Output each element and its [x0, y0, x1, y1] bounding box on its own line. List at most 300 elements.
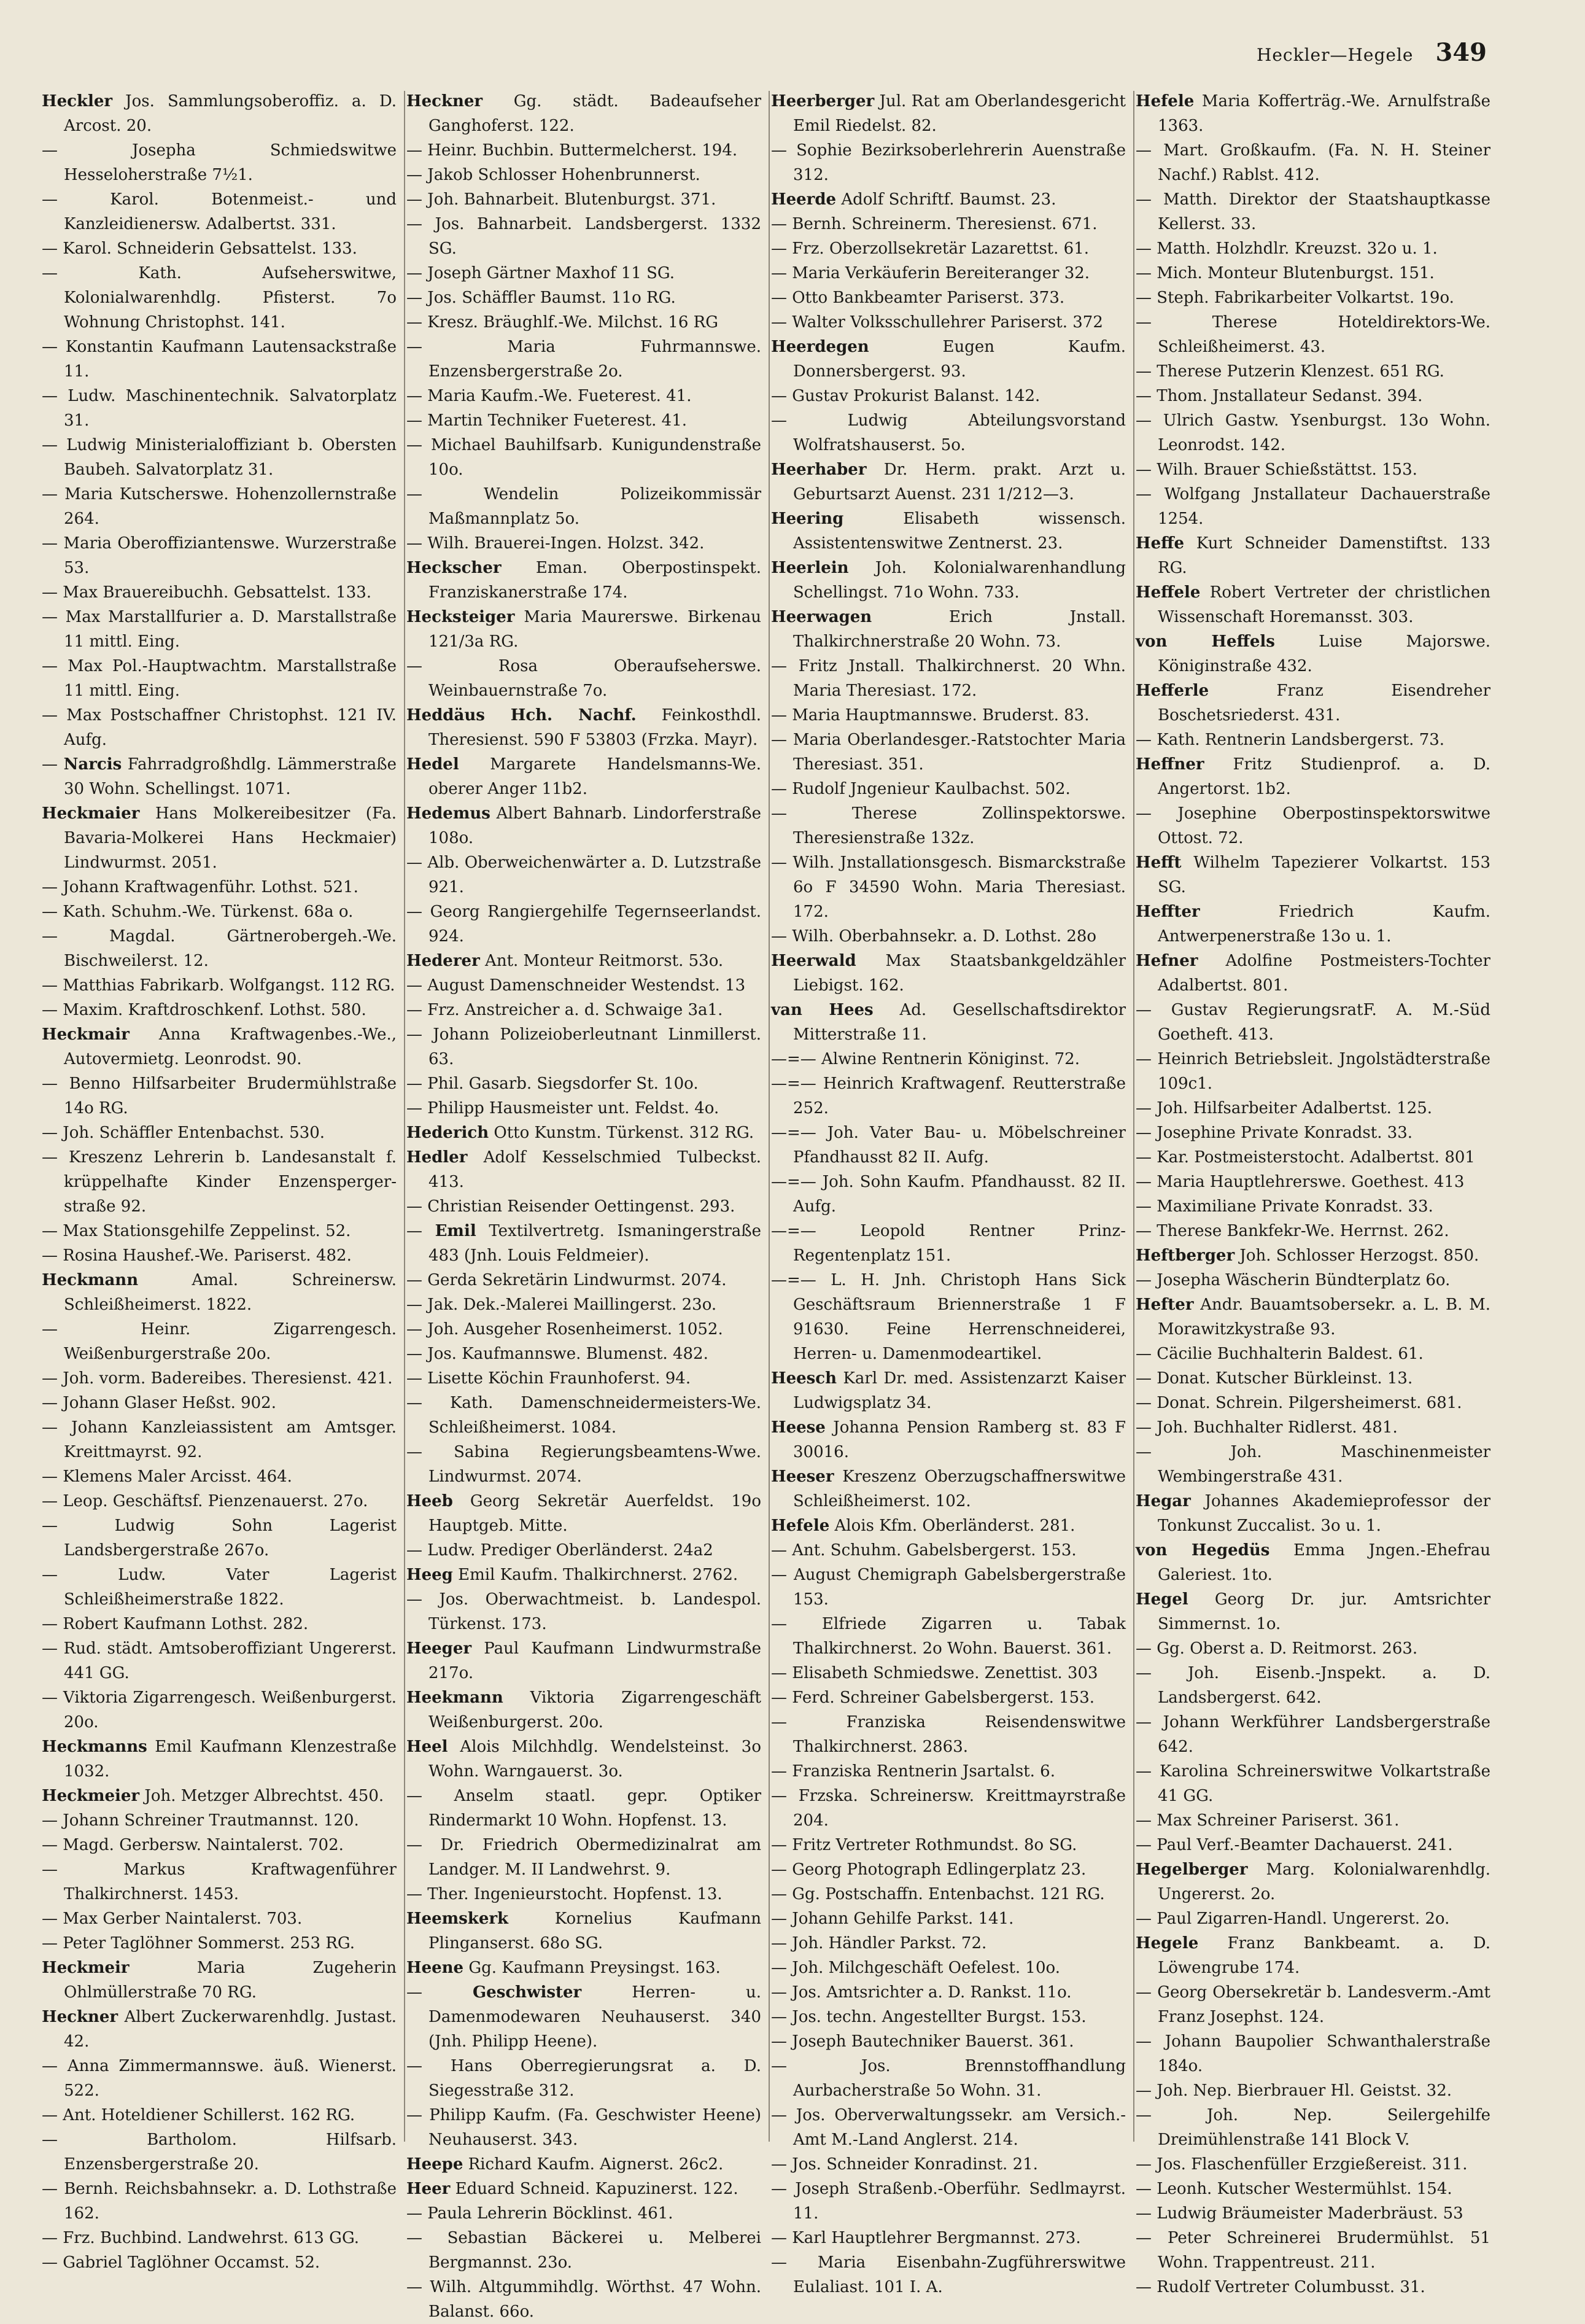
- entry-text: Max Marstallfurier a. D. Marstallstraße 11 mittl. Eing.: [64, 608, 397, 651]
- directory-entry: [771, 1759, 1126, 1784]
- entry-text: Kath. Schuhm.-We. Türkenst. 68a o.: [63, 903, 354, 921]
- entry-text: Max Postschaffner Christophst. 121 IV. Aufg.: [64, 706, 397, 749]
- entry-text: Joh. Händler Parkst. 72.: [792, 1934, 987, 1953]
- entry-surname: Heckscher: [406, 559, 502, 577]
- directory-entry: [1136, 187, 1490, 236]
- entry-surname: Hedel: [406, 755, 459, 774]
- directory-entry: [42, 2226, 397, 2250]
- entry-text: Gustav Prokurist Balanst. 142.: [792, 387, 1041, 405]
- directory-entry: [771, 1784, 1126, 1833]
- directory-entry: [42, 605, 397, 654]
- entry-text: Jos. Schneider Konradinst. 21.: [792, 2155, 1038, 2174]
- entry-text: Kresz. Bräughlf.-We. Milchst. 16 RG: [427, 313, 718, 332]
- directory-entry: [771, 286, 1126, 310]
- entry-text: Maxim. Kraftdroschkenf. Lothst. 580.: [63, 1001, 366, 1019]
- directory-entry: [406, 1366, 761, 1391]
- directory-entry: [1136, 457, 1490, 482]
- entry-text: Ludw. Vater Lagerist Schleißheimerstraße 1822.: [64, 1566, 397, 1609]
- entry-text: Joh. Milchgeschäft Oefelest. 10o.: [792, 1959, 1060, 1977]
- entry-text: Franz Bankbeamt. a. D. Löwengrube 174.: [1158, 1934, 1490, 1977]
- entry-text: Dr. Friedrich Obermedizinalrat am Landger. M. II Landwehrst. 9.: [428, 1836, 761, 1879]
- directory-entry: [42, 335, 397, 384]
- directory-entry: [1136, 1145, 1490, 1170]
- entry-text: Albert Bahnarb. Lindorferstraße 108o.: [428, 804, 761, 847]
- entry-text: Ludw. Prediger Oberländerst. 24a2: [427, 1541, 713, 1560]
- directory-entry: [42, 433, 397, 482]
- entry-text: Joh. Metzger Albrechtst. 450.: [144, 1787, 384, 1805]
- directory-entry: [771, 777, 1126, 801]
- directory-entry: [1136, 1538, 1490, 1587]
- directory-entry: [771, 1563, 1126, 1612]
- directory-entry: [42, 2128, 397, 2177]
- entry-text: —=— Joh. Vater Bau- u. Möbelschreiner Pfandhausst 82 II. Aufg.: [771, 1124, 1126, 1167]
- directory-entry: [42, 384, 397, 433]
- directory-entry: [771, 1121, 1126, 1170]
- directory-entry: [42, 1145, 397, 1219]
- entry-text: Anna Zimmermannswe. äuß. Wienerst. 522.: [64, 2057, 397, 2100]
- directory-entry: [1136, 1587, 1490, 1636]
- entry-text: Anna Kraftwagenbes.-We., Autovermietg. Leonrodst. 90.: [64, 1025, 397, 1068]
- entry-text: Konstantin Kaufmann Lautensackstraße 11.: [64, 338, 397, 381]
- directory-entry: [771, 457, 1126, 507]
- directory-entry: [1136, 1391, 1490, 1415]
- directory-entry: [42, 900, 397, 924]
- directory-entry: [406, 1268, 761, 1292]
- directory-entry: [771, 1612, 1126, 1661]
- directory-entry: [406, 163, 761, 187]
- entry-text: Wilh. Altgummihdlg. Wörthst. 47 Wohn. Balanst. 66o.: [428, 2278, 762, 2321]
- directory-entry: [1136, 1292, 1490, 1342]
- directory-entry: [1136, 2275, 1490, 2299]
- entry-surname: Narcis: [63, 755, 122, 774]
- directory-entry: [771, 1710, 1126, 1759]
- entry-text: Dr. Herm. prakt. Arzt u. Geburtsarzt Auenst. 231 1/212—3.: [793, 461, 1126, 503]
- entry-text: Ant. Hoteldiener Schillerst. 162 RG.: [63, 2106, 355, 2124]
- entry-text: Gg. städt. Badeaufseher Ganghoferst. 122.: [428, 92, 762, 135]
- directory-entry: [406, 1489, 761, 1538]
- entry-text: Max Schreiner Pariserst. 361.: [1157, 1811, 1400, 1830]
- directory-entry: [771, 89, 1126, 138]
- entry-text: Gg. Postschaffn. Entenbachst. 121 RG.: [792, 1885, 1105, 1903]
- directory-entry: [771, 654, 1126, 703]
- entry-surname: Heckner: [406, 92, 483, 111]
- entry-text: Markus Kraftwagenführer Thalkirchnerst. 1453.: [64, 1860, 397, 1903]
- directory-entry: [42, 2054, 397, 2103]
- entry-text: Joh. vorm. Badereibes. Theresienst. 421.: [63, 1369, 393, 1388]
- directory-entry: [406, 335, 761, 384]
- column-4: [1136, 89, 1491, 2296]
- entry-text: Maria Kaufm.-We. Fueterest. 41.: [427, 387, 692, 405]
- entry-surname: Hefferle: [1136, 682, 1209, 700]
- entry-surname: Heerde: [771, 190, 837, 209]
- directory-entry: [42, 1931, 397, 1956]
- directory-entry: [42, 2177, 397, 2226]
- entry-surname: Heffter: [1136, 903, 1200, 921]
- entry-text: Otto Bankbeamter Pariserst. 373.: [792, 289, 1065, 307]
- directory-entry: [406, 1022, 761, 1071]
- entry-surname: von Heffels: [1136, 632, 1275, 651]
- entry-surname: Hefele: [1136, 92, 1195, 111]
- directory-entry: [42, 1071, 397, 1121]
- directory-entry: [1136, 1194, 1490, 1219]
- entry-text: Frz. Buchbind. Landwehrst. 613 GG.: [63, 2229, 360, 2247]
- directory-entry: [1136, 1931, 1490, 1980]
- entry-text: Josephine Private Konradst. 33.: [1157, 1124, 1413, 1142]
- directory-entry: [42, 1022, 397, 1071]
- entry-text: Kurt Schneider Damenstiftst. 133 RG.: [1158, 534, 1490, 577]
- directory-entry: [42, 1268, 397, 1317]
- directory-entry: [406, 1440, 761, 1489]
- entry-text: Kath. Damenschneidermeisters-We. Schleißheimerst. 1084.: [428, 1394, 761, 1437]
- directory-entry: [1136, 1710, 1490, 1759]
- entry-text: Kornelius Kaufmann Plinganserst. 68o SG.: [428, 1910, 761, 1953]
- entry-text: Josephine Oberpostinspektorswitwe Ottost. 72.: [1158, 804, 1490, 847]
- entry-text: Magd. Gerbersw. Naintalerst. 702.: [63, 1836, 344, 1854]
- entry-text: Max Pol.-Hauptwachtm. Marstallstraße 11 mittl. Eing.: [64, 657, 397, 700]
- entry-text: Friedrich Kaufm. Antwerpenerstraße 13o u. 1.: [1158, 903, 1490, 946]
- entry-text: Georg Rangiergehilfe Tegernseerlandst. 924.: [428, 903, 761, 946]
- directory-entry: [771, 850, 1126, 924]
- entry-text: Jos. Kaufmannswe. Blumenst. 482.: [427, 1345, 708, 1363]
- directory-entry: [406, 261, 761, 286]
- directory-entry: [1136, 310, 1490, 359]
- directory-entry: [406, 1685, 761, 1735]
- entry-surname: Heel: [406, 1738, 448, 1756]
- directory-entry: [406, 1145, 761, 1194]
- directory-entry: [1136, 2177, 1490, 2201]
- directory-entry: [1136, 236, 1490, 261]
- directory-entry: [406, 286, 761, 310]
- directory-entry: [406, 187, 761, 212]
- entry-surname: Geschwister: [472, 1983, 582, 2002]
- entry-text: Emil Kaufm. Thalkirchnerst. 2762.: [458, 1566, 738, 1584]
- directory-entry: [406, 801, 761, 850]
- entry-text: Maria Kofferträg.-We. Arnulfstraße 1363.: [1158, 92, 1490, 135]
- entry-text: Jos. Bahnarbeit. Landsbergerst. 1332 SG.: [428, 215, 762, 258]
- entry-text: Peter Schreinerei Brudermühlst. 51 Wohn. Trappentreust. 211.: [1158, 2229, 1490, 2272]
- entry-text: Jos. Oberverwaltungssekr. am Versich.-Amt M.-Land Anglerst. 214.: [793, 2106, 1126, 2149]
- entry-text: Franziska Reisendenswitwe Thalkirchnerst. 2863.: [793, 1713, 1126, 1756]
- entry-text: Kath. Aufseherswitwe, Kolonialwarenhdlg. Pfisterst. 7o Wohnung Christophst. 141.: [64, 264, 397, 332]
- entry-text: Max Staatsbankgeldzähler Liebigst. 162.: [793, 952, 1126, 995]
- page-header: [1257, 38, 1487, 67]
- entry-text: Amal. Schreinersw. Schleißheimerst. 1822.: [64, 1271, 397, 1314]
- directory-entry: [42, 1833, 397, 1857]
- entry-text: Maria Hauptlehrerswe. Goethest. 413: [1157, 1173, 1465, 1191]
- entry-text: —=— Joh. Sohn Kaufm. Pfandhausst. 82 II. Aufg.: [771, 1173, 1126, 1216]
- entry-text: Max Stationsgehilfe Zeppelinst. 52.: [63, 1222, 351, 1240]
- entry-text: Adolfine Postmeisters-Tochter Adalbertst. 801.: [1158, 952, 1490, 995]
- entry-text: Paula Lehrerin Böcklinst. 461.: [427, 2204, 673, 2223]
- directory-entry: [771, 408, 1126, 457]
- directory-entry: [1136, 531, 1490, 580]
- page-number: 349: [1435, 38, 1487, 67]
- directory-entry: [771, 2029, 1126, 2054]
- entry-text: Matth. Holzhdlr. Kreuzst. 32o u. 1.: [1157, 239, 1438, 258]
- entry-text: Hans Oberregierungsrat a. D. Siegesstraße 312.: [428, 2057, 761, 2100]
- running-head: Heckler—Hegele: [1256, 45, 1414, 65]
- directory-entry: [42, 1464, 397, 1489]
- directory-entry: [42, 1612, 397, 1636]
- directory-entry: [771, 801, 1126, 850]
- entry-surname: Hefter: [1136, 1296, 1194, 1314]
- directory-entry: [42, 1563, 397, 1612]
- directory-entry: [42, 531, 397, 580]
- entry-surname: Hefft: [1136, 853, 1182, 872]
- entry-text: Fritz Jnstall. Thalkirchnerst. 20 Whn. Maria Theresiast. 172.: [793, 657, 1126, 700]
- entry-surname: Heemskerk: [406, 1910, 509, 1928]
- entry-text: Georg Dr. jur. Amtsrichter Simmernst. 1o.: [1158, 1590, 1490, 1633]
- directory-entry: [771, 949, 1126, 998]
- directory-entry: [406, 1391, 761, 1440]
- directory-entry: [1136, 138, 1490, 187]
- entry-text: Philipp Kaufm. (Fa. Geschwister Heene) Neuhauserst. 343.: [428, 2106, 762, 2149]
- entry-text: —=— L. H. Jnh. Christoph Hans Sick Geschäftsraum Briennerstraße 1 F 91630. Feine Herrenschneiderei, Herren- u. Damenmodeartikel.: [771, 1271, 1126, 1363]
- entry-text: —=— Heinrich Kraftwagenf. Reutterstraße 252.: [771, 1075, 1126, 1117]
- directory-entry: [42, 261, 397, 335]
- entry-surname: Heckmeier: [42, 1787, 140, 1805]
- directory-entry: [1136, 1243, 1490, 1268]
- entry-text: Joh. Schäffler Entenbachst. 530.: [63, 1124, 325, 1142]
- directory-entry: [406, 1194, 761, 1219]
- entry-text: Kreszenz Oberzugschaffnerswitwe Schleißheimerst. 102.: [793, 1467, 1126, 1510]
- entry-text: Frz. Oberzollsekretär Lazarettst. 61.: [792, 239, 1090, 258]
- entry-text: Gabriel Taglöhner Occamst. 52.: [63, 2253, 320, 2272]
- entry-text: Frzska. Schreinersw. Kreittmayrstraße 204.: [793, 1787, 1126, 1830]
- directory-entry: [42, 1317, 397, 1366]
- entry-text: Alois Kfm. Oberländerst. 281.: [834, 1517, 1075, 1535]
- entry-text: Max Brauereibuchh. Gebsattelst. 133.: [63, 583, 372, 602]
- directory-entry: [771, 2054, 1126, 2103]
- directory-entry: [771, 2226, 1126, 2250]
- directory-entry: [406, 1980, 761, 2054]
- entry-text: August Damenschneider Westendst. 13: [427, 976, 746, 995]
- entry-text: Johann Kraftwagenführ. Lothst. 521.: [63, 878, 358, 896]
- directory-entry: [406, 1292, 761, 1317]
- entry-text: Johann Baupolier Schwanthalerstraße 184o.: [1158, 2032, 1491, 2075]
- directory-entry: [1136, 1980, 1490, 2029]
- entry-surname: Hederich: [406, 1124, 489, 1142]
- directory-entry: [42, 875, 397, 900]
- entry-text: Wendelin Polizeikommissär Maßmannplatz 5o.: [428, 485, 761, 528]
- entry-text: Cäcilie Buchhalterin Baldest. 61.: [1157, 1345, 1424, 1363]
- directory-entry: [1136, 261, 1490, 286]
- directory-entry: [42, 1366, 397, 1391]
- directory-entry: [1136, 1096, 1490, 1121]
- entry-text: Paul Verf.-Beamter Dachauerst. 241.: [1157, 1836, 1453, 1854]
- entry-text: Franz Eisendreher Boschetsriederst. 431.: [1158, 682, 1490, 725]
- entry-text: Christian Reisender Oettingenst. 293.: [427, 1197, 735, 1216]
- entry-text: August Chemigraph Gabelsbergerstraße 153.: [793, 1566, 1126, 1609]
- entry-text: Joh. Kolonialwarenhandlung Schellingst. 71o Wohn. 733.: [793, 559, 1126, 602]
- entry-surname: Heffe: [1136, 534, 1184, 553]
- directory-entry: [1136, 850, 1490, 900]
- directory-entry: [42, 1735, 397, 1784]
- directory-entry: [771, 1464, 1126, 1514]
- directory-entry: [406, 1784, 761, 1833]
- entry-text: Johann Polizeioberleutnant Linmillerst. 63.: [428, 1025, 762, 1068]
- entry-text: Kath. Rentnerin Landsbergerst. 73.: [1157, 731, 1445, 749]
- entry-text: Johann Glaser Heßst. 902.: [63, 1394, 276, 1412]
- entry-surname: Heerhaber: [771, 461, 867, 479]
- entry-text: —=— Leopold Rentner Prinz-Regentenplatz 151.: [771, 1222, 1126, 1265]
- directory-entry: [771, 1071, 1126, 1121]
- entry-text: Johann Gehilfe Parkst. 141.: [792, 1910, 1014, 1928]
- entry-text: Textilvertretg. Ismaningerstraße 483 (Jnh. Louis Feldmeier).: [428, 1222, 761, 1265]
- directory-entry: [42, 1808, 397, 1833]
- directory-entry: [406, 949, 761, 973]
- entry-surname: Emil: [435, 1222, 476, 1240]
- directory-entry: [1136, 286, 1490, 310]
- entry-text: Wilh. Brauer Schießstättst. 153.: [1157, 461, 1417, 479]
- directory-entry: [406, 973, 761, 998]
- entry-text: Karl Dr. med. Assistenzarzt Kaiser Ludwigsplatz 34.: [793, 1369, 1126, 1412]
- entry-surname: Heering: [771, 510, 844, 528]
- directory-entry: [42, 654, 397, 703]
- directory-entry: [1136, 2103, 1490, 2152]
- directory-entry: [771, 1415, 1126, 1464]
- directory-entry: [1136, 1759, 1490, 1808]
- entry-text: Albert Zuckerwarenhdlg. Justast. 42.: [64, 2008, 397, 2051]
- directory-entry: [42, 1514, 397, 1563]
- directory-entry: [771, 1685, 1126, 1710]
- directory-entry: [406, 2177, 761, 2201]
- entry-surname: Heckmeir: [42, 1959, 130, 1977]
- entry-text: Gg. Kaufmann Preysingst. 163.: [468, 1959, 721, 1977]
- entry-surname: Heese: [771, 1418, 826, 1437]
- directory-entry: [42, 752, 397, 801]
- entry-text: Franziska Rentnerin Jsartalst. 6.: [792, 1762, 1055, 1781]
- entry-text: Jos. Schäffler Baumst. 11o RG.: [427, 289, 676, 307]
- directory-entry: [406, 556, 761, 605]
- directory-entry: [1136, 1415, 1490, 1440]
- directory-entry: [771, 212, 1126, 236]
- entry-text: Josepha Schmiedswitwe Hesseloherstraße 7½1.: [64, 141, 397, 184]
- directory-entry: [406, 1071, 761, 1096]
- directory-entry: [1136, 1808, 1490, 1833]
- entry-text: Magdal. Gärtnerobergeh.-We. Bischweilerst. 12.: [64, 927, 397, 970]
- directory-entry: [771, 236, 1126, 261]
- directory-entry: [406, 1342, 761, 1366]
- entry-surname: Hegele: [1136, 1934, 1199, 1953]
- directory-entry: [1136, 1833, 1490, 1857]
- directory-entry: [406, 1317, 761, 1342]
- entry-surname: Hedler: [406, 1148, 468, 1167]
- entry-text: Robert Kaufmann Lothst. 282.: [63, 1615, 309, 1633]
- entry-text: Maria Oberoffiziantenswe. Wurzerstraße 53.: [63, 534, 397, 577]
- entry-text: Sophie Bezirksoberlehrerin Auenstraße 312.: [793, 141, 1126, 184]
- directory-entry: [771, 998, 1126, 1047]
- entry-text: Rud. städt. Amtsoberoffiziant Ungererst. 441 GG.: [63, 1639, 397, 1682]
- entry-surname: Hefele: [771, 1517, 830, 1535]
- directory-entry: [771, 1514, 1126, 1538]
- directory-entry: [771, 261, 1126, 286]
- entry-text: Maximiliane Private Konradst. 33.: [1157, 1197, 1433, 1216]
- directory-entry: [42, 482, 397, 531]
- directory-entry: [771, 1170, 1126, 1219]
- entry-text: Joh. Buchhalter Ridlerst. 481.: [1157, 1418, 1398, 1437]
- entry-text: Karl Hauptlehrer Bergmannst. 273.: [792, 2229, 1081, 2247]
- entry-text: Max Gerber Naintalerst. 703.: [63, 1910, 303, 1928]
- directory-entry: [771, 138, 1126, 187]
- entry-text: Leop. Geschäftsf. Pienzenauerst. 27o.: [63, 1492, 368, 1510]
- entry-text: Kar. Postmeisterstocht. Adalbertst. 801: [1157, 1148, 1475, 1167]
- entry-surname: Heffele: [1136, 583, 1201, 602]
- entry-text: Therese Zollinspektorswe. Theresienstraße 132z.: [793, 804, 1126, 847]
- entry-text: Mich. Monteur Blutenburgst. 151.: [1157, 264, 1435, 282]
- entry-text: Ludw. Maschinentechnik. Salvatorplatz 31.: [64, 387, 397, 430]
- directory-entry: [42, 1219, 397, 1243]
- directory-entry: [771, 335, 1126, 384]
- entry-text: Michael Bauhilfsarb. Kunigundenstraße 10o.: [428, 436, 761, 479]
- directory-entry: [1136, 384, 1490, 408]
- entry-text: Elisabeth wissensch. Assistentenswitwe Zentnerst. 23.: [793, 510, 1126, 553]
- entry-text: Andr. Bauamtsobersekr. a. L. B. M. Morawitzkystraße 93.: [1158, 1296, 1490, 1339]
- entry-surname: Heckmair: [42, 1025, 130, 1044]
- entry-text: Joh. Maschinenmeister Wembingerstraße 431.: [1158, 1443, 1491, 1486]
- directory-entry: [1136, 900, 1490, 949]
- entry-surname: von Hegedüs: [1136, 1541, 1270, 1560]
- entry-surname: Heerwald: [771, 952, 856, 970]
- entry-text: Elfriede Zigarren u. Tabak Thalkirchnerst. 2o Wohn. Bauerst. 361.: [793, 1615, 1126, 1658]
- directory-entry: [42, 89, 397, 138]
- directory-entry: [42, 2005, 397, 2054]
- entry-text: Jos. Brennstoffhandlung Aurbacherstraße 5o Wohn. 31.: [793, 2057, 1126, 2100]
- directory-entry: [406, 2103, 761, 2152]
- entry-text: Karol. Botenmeist.- und Kanzleidienersw. Adalbertst. 331.: [64, 190, 397, 233]
- directory-entry: [406, 138, 761, 163]
- directory-entry: [771, 924, 1126, 949]
- directory-entry: [406, 1563, 761, 1587]
- directory-entry: [771, 2152, 1126, 2177]
- directory-entry: [42, 973, 397, 998]
- entry-text: Maria Maurerswe. Birkenau 121/3a RG.: [428, 608, 762, 651]
- entry-text: Karolina Schreinerswitwe Volkartstraße 41 GG.: [1158, 1762, 1490, 1805]
- entry-surname: Heer: [406, 2180, 451, 2198]
- directory-entry: [42, 1121, 397, 1145]
- entry-text: Jos. techn. Angestellter Burgst. 153.: [792, 2008, 1087, 2026]
- entry-surname: Heftberger: [1136, 1246, 1235, 1265]
- directory-entry: [406, 703, 761, 752]
- entry-text: Ant. Monteur Reitmorst. 53o.: [485, 952, 724, 970]
- entry-text: Johannes Akademieprofessor der Tonkunst Zuccalist. 3o u. 1.: [1158, 1492, 1491, 1535]
- directory-entry: [406, 1538, 761, 1563]
- directory-entry: [1136, 1366, 1490, 1391]
- entry-text: Georg Sekretär Auerfeldst. 19o Hauptgeb. Mitte.: [428, 1492, 762, 1535]
- directory-entry: [771, 507, 1126, 556]
- directory-entry: [406, 1587, 761, 1636]
- directory-entry: [771, 1047, 1126, 1071]
- entry-text: Josepha Wäscherin Bündterplatz 6o.: [1157, 1271, 1451, 1289]
- entry-surname: Heerlein: [771, 559, 849, 577]
- directory-entry: [1136, 2078, 1490, 2103]
- entry-text: Bernh. Schreinerm. Theresienst. 671.: [792, 215, 1098, 233]
- column-1: [42, 89, 397, 2272]
- directory-entry: [42, 1391, 397, 1415]
- entry-surname: Hegar: [1136, 1492, 1191, 1510]
- entry-text: Ferd. Schreiner Gabelsbergerst. 153.: [792, 1689, 1095, 1707]
- entry-text: Paul Zigarren-Handl. Ungererst. 2o.: [1157, 1910, 1450, 1928]
- directory-entry: [771, 1931, 1126, 1956]
- entry-surname: Heekmann: [406, 1689, 503, 1707]
- directory-entry: [1136, 998, 1490, 1047]
- directory-entry: [42, 1415, 397, 1464]
- directory-entry: [406, 384, 761, 408]
- entry-text: Emil Kaufmann Klenzestraße 1032.: [64, 1738, 397, 1781]
- entry-text: Donat. Schrein. Pilgersheimerst. 681.: [1157, 1394, 1462, 1412]
- entry-text: Joh. Nep. Bierbrauer Hl. Geistst. 32.: [1157, 2081, 1452, 2100]
- directory-entry: [42, 703, 397, 752]
